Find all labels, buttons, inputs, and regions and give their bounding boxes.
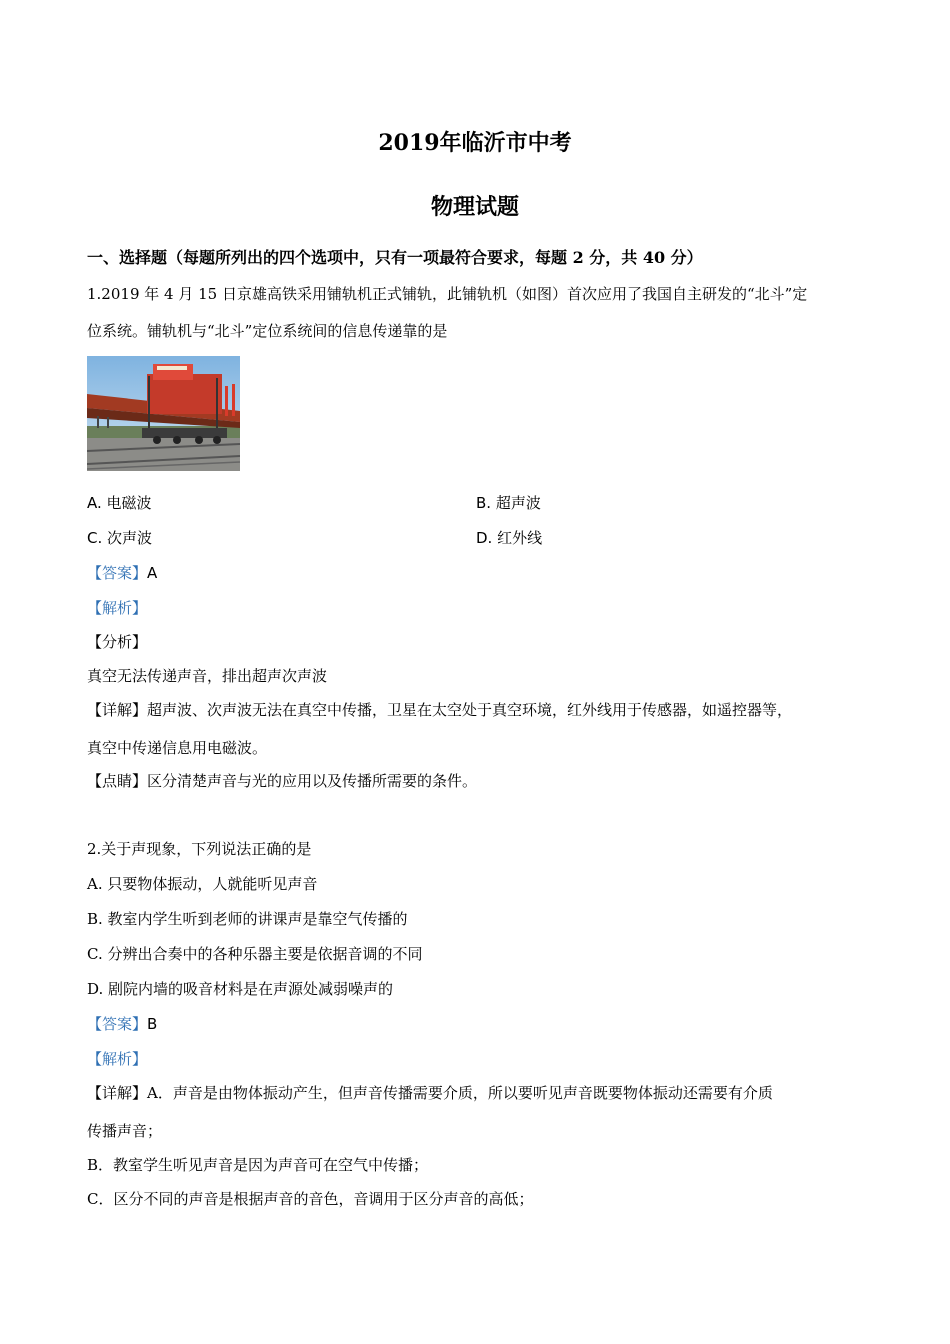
- section-heading: 一、选择题（每题所列出的四个选项中，只有一项最符合要求，每题 2 分，共 40 分）: [87, 248, 703, 267]
- q2-answer-tag: 【答案】: [87, 1015, 148, 1033]
- q1-fenxi-tag: 【分析】: [87, 633, 148, 651]
- q2-answer-value: B: [147, 1015, 158, 1033]
- q1-stem-line2: 位系统。铺轨机与“北斗”定位系统间的信息传递靠的是: [87, 322, 448, 340]
- q1-option-d: D. 红外线: [476, 529, 543, 547]
- q2-answer-line: [87, 1013, 157, 1034]
- q2-option-c: C. 分辨出合奏中的各种乐器主要是依据音调的不同: [87, 945, 423, 963]
- q1-stem-line1: 1.2019 年 4 月 15 日京雄高铁采用铺轨机正式铺轨，此铺轨机（如图）首次应用了我国自主研发的“北斗”定: [87, 285, 808, 303]
- q2-detail-line1: [87, 1082, 773, 1103]
- q1-comment-line: [87, 770, 477, 791]
- q2-analysis-tag: 【解析】: [87, 1050, 148, 1068]
- q2-detail-line3: B．教室学生听见声音是因为声音可在空气中传播；: [87, 1156, 429, 1174]
- q2-detail-line2: 传播声音；: [87, 1122, 163, 1140]
- document-title: 2019年临沂市中考: [378, 130, 572, 156]
- q1-answer-tag: 【答案】: [87, 564, 148, 582]
- q1-answer-line: [87, 562, 157, 583]
- q2-option-d: D. 剧院内墙的吸音材料是在声源处减弱噪声的: [87, 980, 394, 998]
- q1-detail-tag: 【详解】: [87, 701, 148, 719]
- q1-fenxi-text: 真空无法传递声音，排出超声次声波: [87, 667, 328, 685]
- track-laying-machine-photo: [87, 356, 240, 471]
- q2-stem: 2.关于声现象，下列说法正确的是: [87, 840, 312, 858]
- q2-detail-line4: C．区分不同的声音是根据声音的音色，音调用于区分声音的高低；: [87, 1190, 534, 1208]
- document-subtitle: 物理试题: [430, 194, 519, 220]
- q1-option-c: C. 次声波: [87, 529, 153, 547]
- q1-detail-line2: 真空中传递信息用电磁波。: [87, 739, 268, 757]
- q2-detail-tag: 【详解】: [87, 1084, 148, 1102]
- q1-comment-tag: 【点睛】: [87, 772, 148, 790]
- q2-option-a: A. 只要物体振动，人就能听见声音: [87, 875, 318, 893]
- q1-option-b: B. 超声波: [476, 494, 541, 512]
- q1-detail-text1: 超声波、次声波无法在真空中传播，卫星在太空处于真空环境，红外线用于传感器，如遥控器等，: [147, 701, 793, 719]
- q1-answer-value: A: [147, 564, 158, 582]
- q1-analysis-tag: 【解析】: [87, 599, 148, 617]
- q1-detail-line1: [87, 699, 792, 720]
- q1-option-a: A. 电磁波: [87, 494, 152, 512]
- q1-comment-text: 区分清楚声音与光的应用以及传播所需要的条件。: [147, 772, 478, 790]
- q2-option-b: B. 教室内学生听到老师的讲课声是靠空气传播的: [87, 910, 408, 928]
- q2-detail-text1: A．声音是由物体振动产生，但声音传播需要介质，所以要听见声音既要物体振动还需要有介质: [147, 1084, 773, 1102]
